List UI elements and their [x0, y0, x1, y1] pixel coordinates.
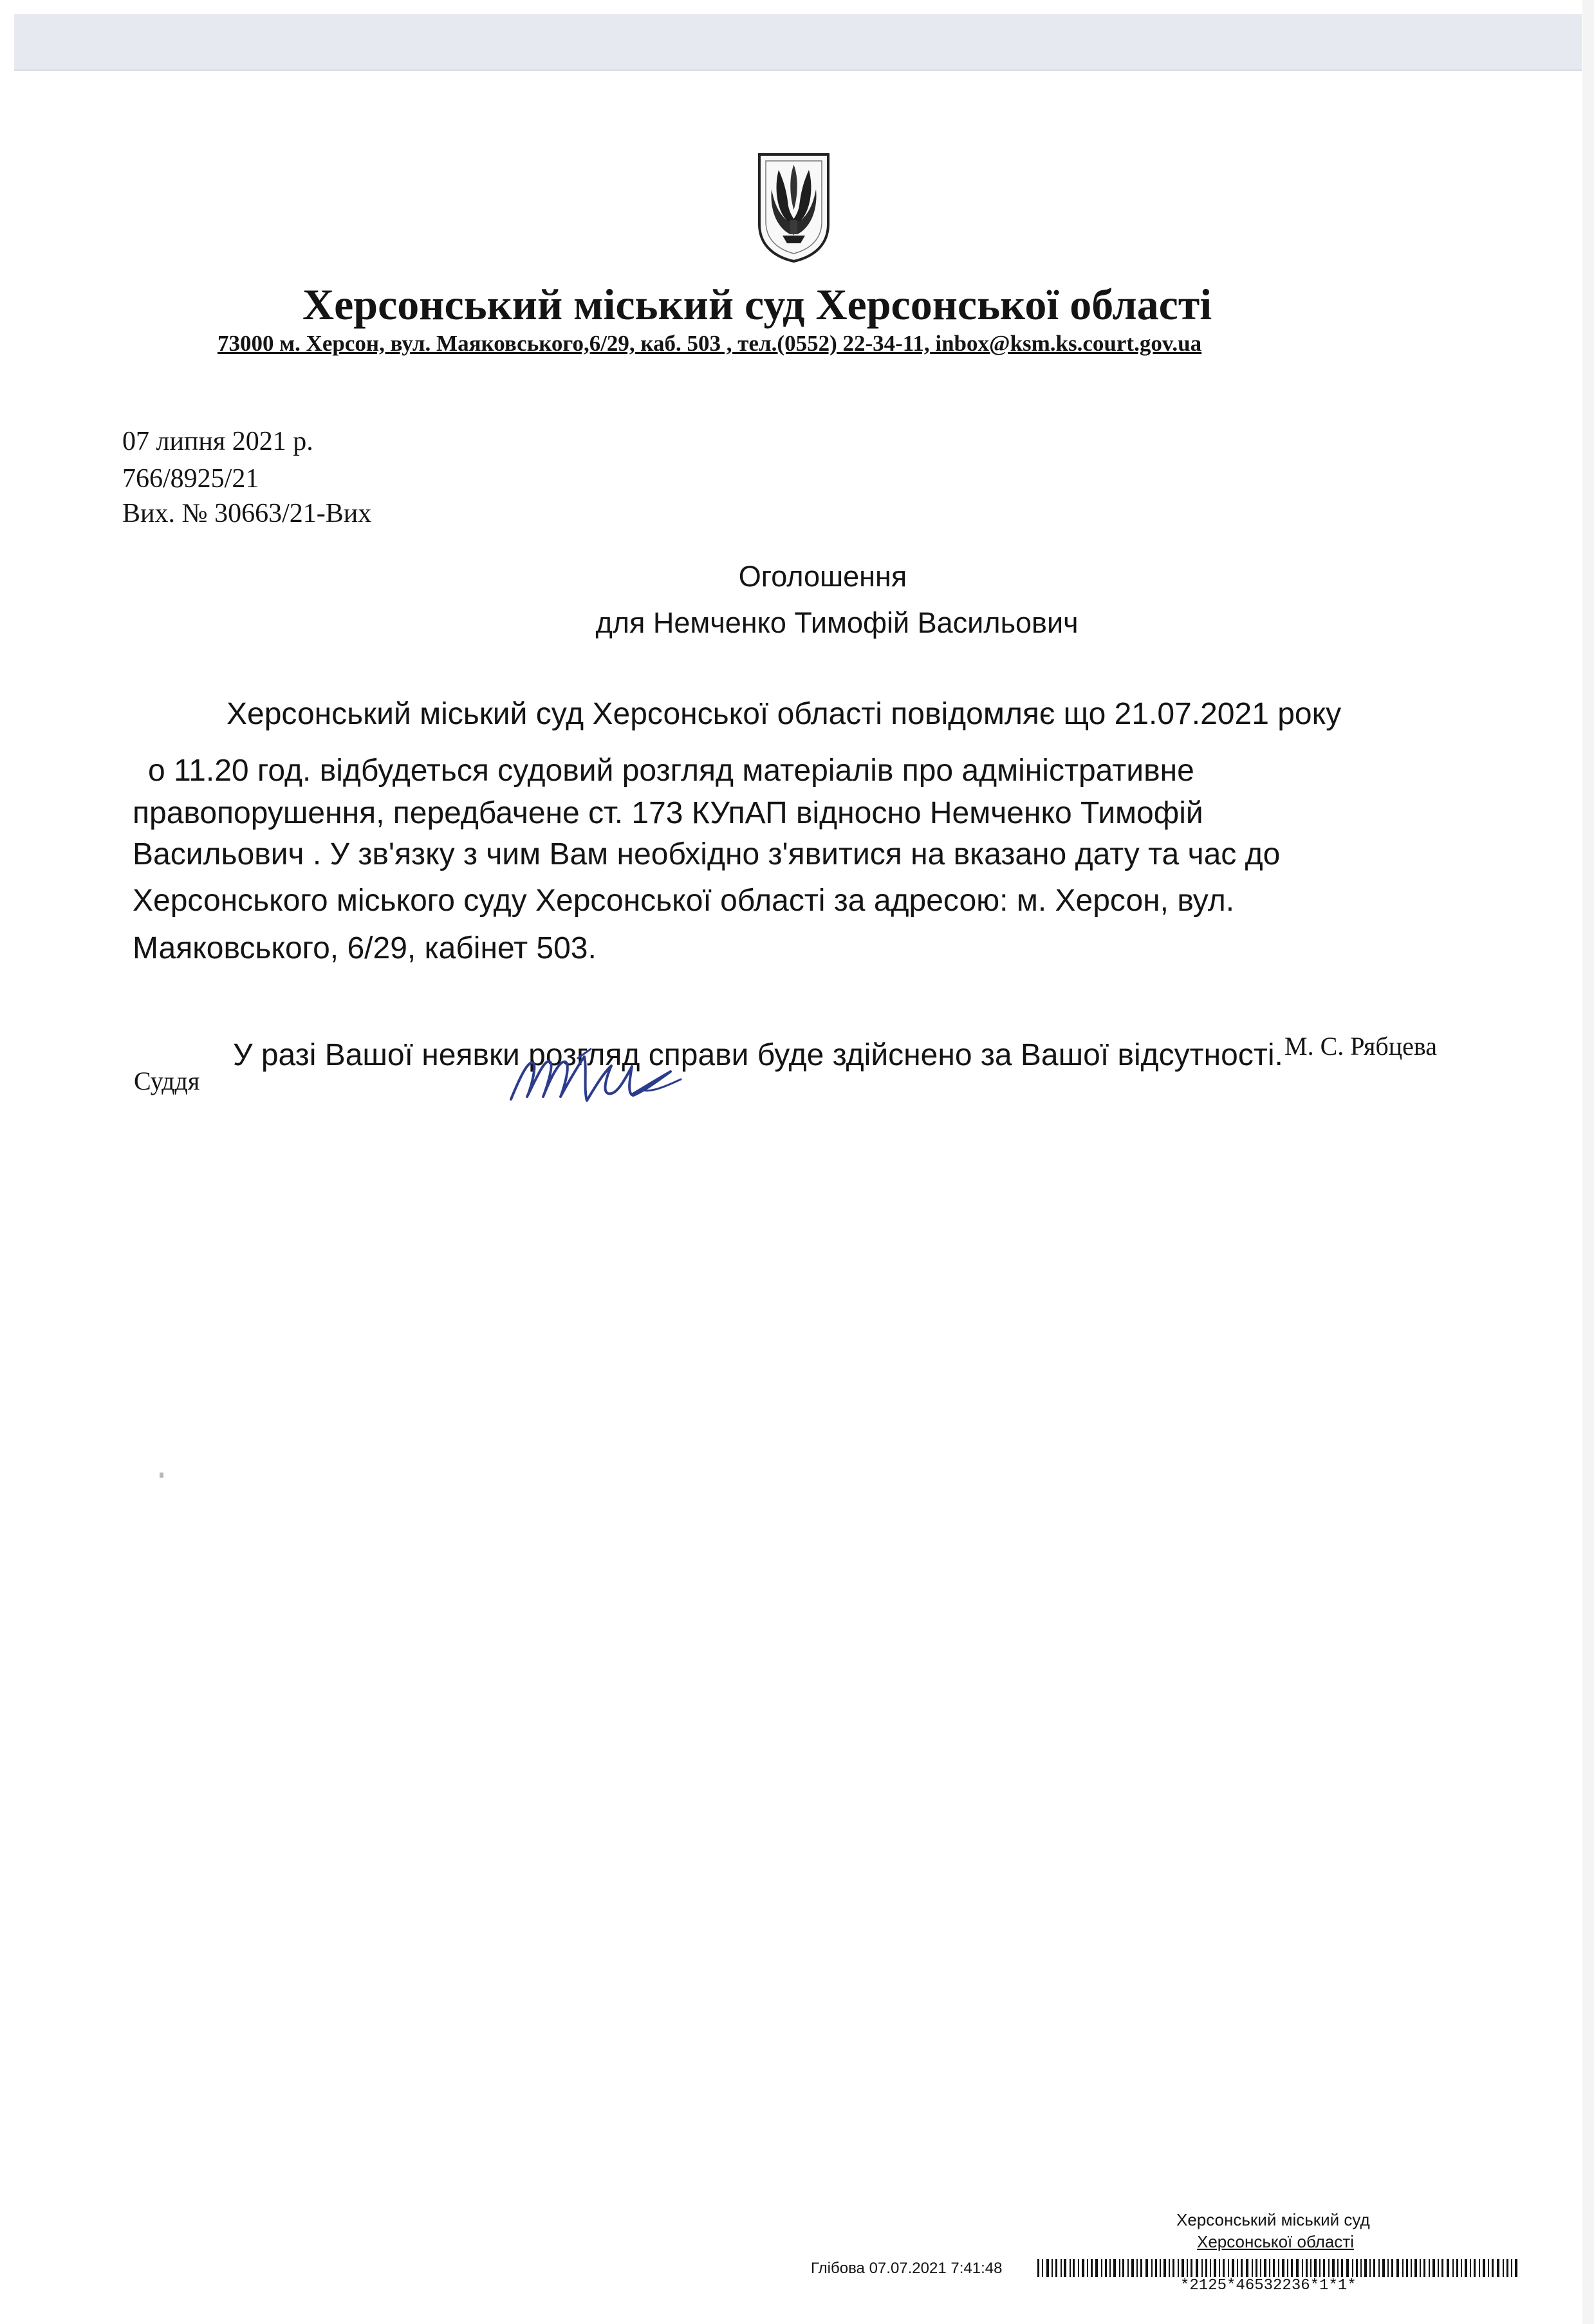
outgoing-number: Вих. № 30663/21-Вих: [122, 499, 372, 528]
footer-registration-stamp: Глібова 07.07.2021 7:41:48: [811, 2260, 1003, 2277]
scan-dust-mark: [160, 1473, 163, 1478]
judge-role-label: Суддя: [134, 1066, 200, 1095]
notice-title: Оголошення: [738, 560, 907, 593]
notice-recipient: для Немченко Тимофій Васильович: [595, 606, 1079, 639]
scan-edge: [1582, 0, 1594, 2324]
notice-body-line: У разі Вашої неявки розгляд справи буде здійснено за Вашої відсутності.: [233, 1038, 1283, 1072]
court-address: 73000 м. Херсон, вул. Маяковського,6/29, каб. 503 , тел.(0552) 22-34-11, inbox@ksm.ks.court.gov.ua: [218, 331, 1202, 356]
notice-body-line: правопорушення, передбачене ст. 173 КУпАП відносно Немченко Тимофій: [133, 796, 1203, 830]
court-name: Херсонський міський суд Херсонської області: [302, 280, 1212, 329]
notice-body-line: Херсонський міський суд Херсонської області повідомляє що 21.07.2021 року: [227, 697, 1342, 731]
case-number: 766/8925/21: [122, 464, 259, 494]
notice-body-line: о 11.20 год. відбудеться судовий розгляд матеріалів про адміністративне: [148, 754, 1194, 788]
footer-court-region: Херсонської області: [1197, 2232, 1354, 2251]
barcode-text: *2125*46532236*1*1*: [1180, 2277, 1357, 2294]
scan-band: [14, 14, 1582, 71]
judge-name: М. С. Рябцева: [1284, 1032, 1437, 1061]
scan-margin: [0, 0, 1594, 14]
ukraine-coat-of-arms-icon: [754, 149, 833, 263]
notice-body-line: Маяковського, 6/29, кабінет 503.: [133, 931, 597, 965]
document-date: 07 липня 2021 р.: [122, 427, 313, 456]
notice-body-line: Херсонського міського суду Херсонської області за адресою: м. Херсон, вул.: [133, 884, 1235, 918]
handwritten-signature-icon: [506, 1044, 686, 1115]
notice-body-line: Васильович . У зв'язку з чим Вам необхідно з'явитися на вказано дату та час до: [133, 837, 1281, 871]
footer-court-name: Херсонський міський суд: [1176, 2210, 1370, 2229]
